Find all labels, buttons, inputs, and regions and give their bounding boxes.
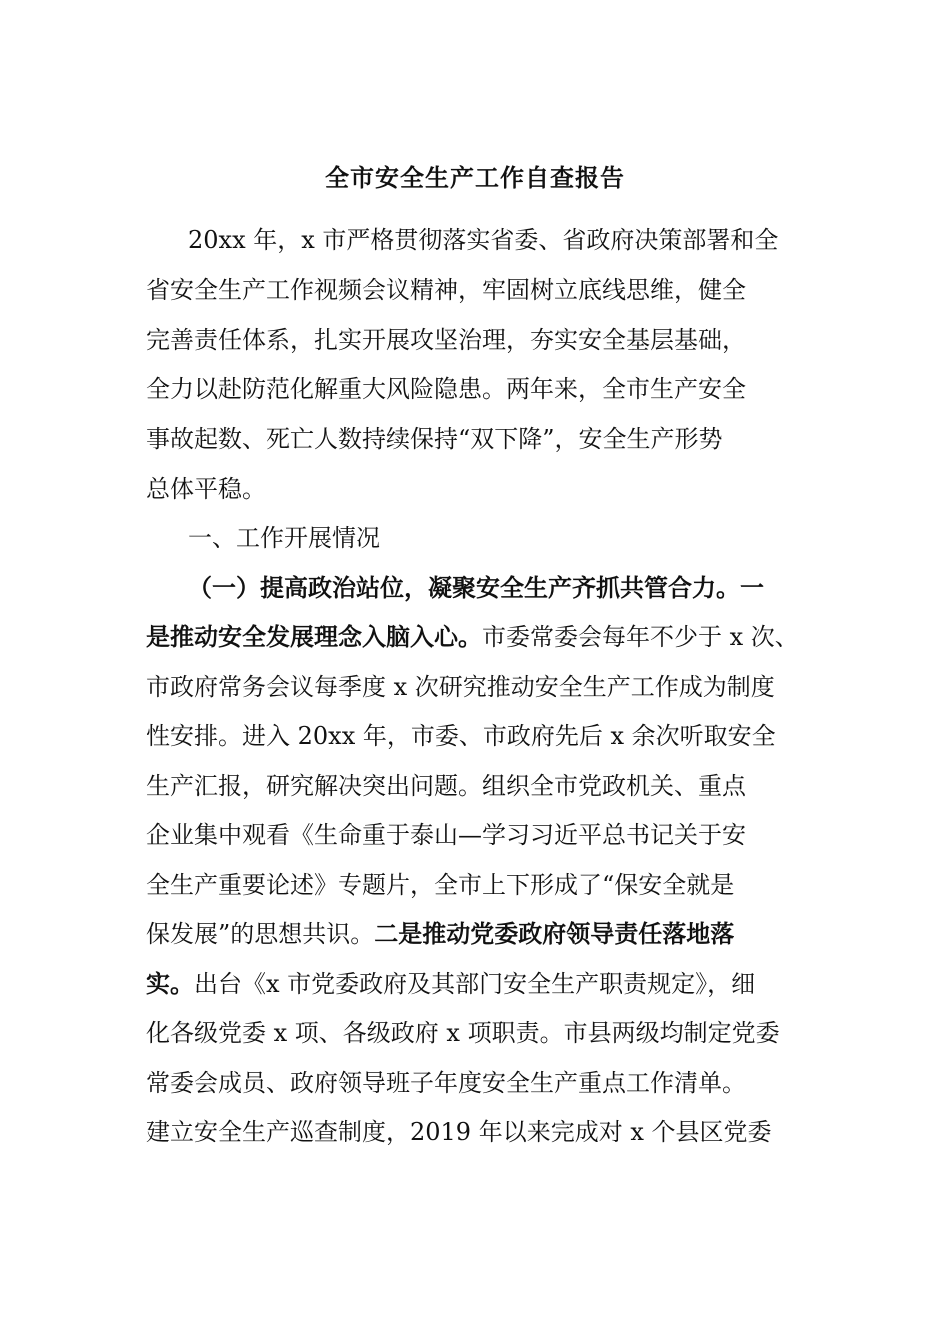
paragraph-line: 建立安全生产巡查制度，2019 年以来完成对 x 个县区党委 xyxy=(146,1118,772,1146)
bold-phrase: 是推动安全发展理念入脑入心。 xyxy=(146,622,482,651)
bold-phrase: 实。 xyxy=(146,969,194,998)
section-heading: 一、工作开展情况 xyxy=(188,524,380,552)
paragraph-line: 总体平稳。 xyxy=(146,475,266,503)
paragraph-line: 化各级党委 x 项、各级政府 x 项职责。市县两级均制定党委 xyxy=(146,1019,780,1047)
paragraph-line: 全力以赴防范化解重大风险隐患。两年来，全市生产安全 xyxy=(146,375,746,403)
subsection-heading: （一）提高政治站位，凝聚安全生产齐抓共管合力。一 xyxy=(188,573,764,602)
paragraph-line xyxy=(146,617,799,657)
paragraph-line: 企业集中观看《生命重于泰山—学习习近平总书记关于安 xyxy=(146,821,746,849)
paragraph-line: 常委会成员、政府领导班子年度安全生产重点工作清单。 xyxy=(146,1069,746,1097)
plain-text: 市委常委会每年不少于 x 次、 xyxy=(482,623,799,651)
paragraph-line: 生产汇报，研究解决突出问题。组织全市党政机关、重点 xyxy=(146,772,746,800)
paragraph-line: 完善责任体系，扎实开展攻坚治理，夯实安全基层基础， xyxy=(146,326,746,354)
plain-text: 出台《x 市党委政府及其部门安全生产职责规定》，细 xyxy=(194,970,756,998)
paragraph-line: 全生产重要论述》专题片，全市上下形成了“保安全就是 xyxy=(146,871,735,899)
plain-text: 保发展”的思想共识。 xyxy=(146,920,375,948)
paragraph-line: 事故起数、死亡人数持续保持“双下降”，安全生产形势 xyxy=(146,425,723,453)
paragraph-line xyxy=(146,964,755,1004)
paragraph-line xyxy=(146,914,734,954)
paragraph-line: 20xx 年，x 市严格贯彻落实省委、省政府决策部署和全 xyxy=(188,226,779,254)
paragraph-line: 性安排。进入 20xx 年，市委、市政府先后 x 余次听取安全 xyxy=(146,722,776,750)
document-title: 全市安全生产工作自查报告 xyxy=(325,163,625,192)
paragraph-line: 省安全生产工作视频会议精神，牢固树立底线思维，健全 xyxy=(146,276,746,304)
bold-phrase: 二是推动党委政府领导责任落地落 xyxy=(374,919,735,948)
paragraph-line: 市政府常务会议每季度 x 次研究推动安全生产工作成为制度 xyxy=(146,673,775,701)
